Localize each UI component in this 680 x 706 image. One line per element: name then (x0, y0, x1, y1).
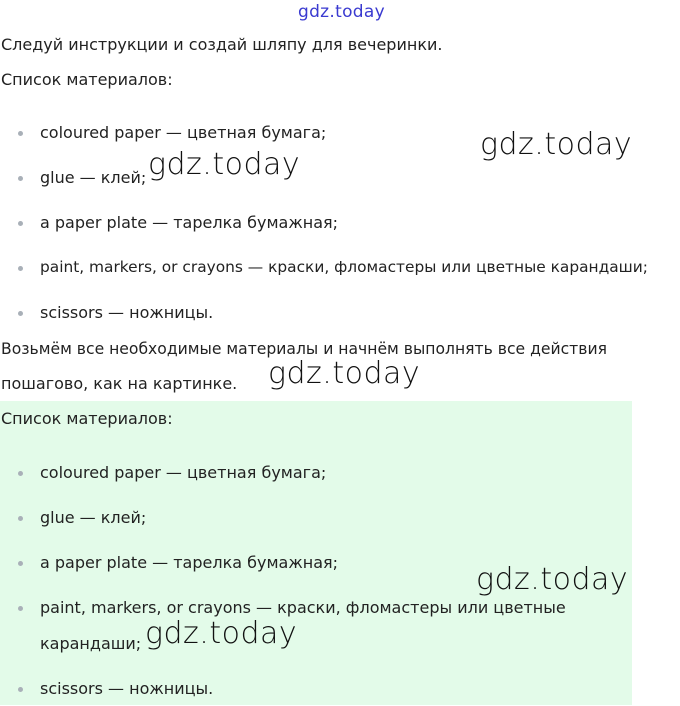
bullet-icon (18, 516, 23, 521)
watermark: gdz.today (148, 147, 301, 182)
steps-text-line1: Возьмём все необходимые материалы и начнём выполнять все действия (1, 340, 607, 358)
bullet-icon (18, 471, 23, 476)
steps-text-line2: пошагово, как на картинке. (1, 374, 238, 393)
watermark: gdz.today (268, 356, 421, 391)
list2-item: glue — клей; (40, 508, 147, 527)
bullet-icon (18, 131, 23, 136)
bullet-icon (18, 311, 23, 316)
intro-text: Следуй инструкции и создай шляпу для вечеринки. (1, 35, 443, 54)
list2-item: scissors — ножницы. (40, 679, 214, 698)
list1-item: paint, markers, or crayons — краски, фломастеры или цветные карандаши; (40, 258, 648, 276)
list1-item: coloured paper — цветная бумага; (40, 123, 327, 142)
bullet-icon (18, 176, 23, 181)
list2-item: paint, markers, or crayons — краски, фломастеры или цветные (40, 598, 566, 617)
bullet-icon (18, 561, 23, 566)
bullet-icon (18, 266, 23, 271)
watermark: gdz.today (476, 562, 629, 597)
bullet-icon (18, 606, 23, 611)
list1-title: Список материалов: (1, 70, 173, 89)
list2-item-continued: карандаши; (40, 634, 142, 653)
watermark-top: gdz.today (298, 2, 385, 22)
list2-item: a paper plate — тарелка бумажная; (40, 553, 339, 572)
watermark: gdz.today (480, 127, 633, 162)
list1-item: scissors — ножницы. (40, 303, 214, 322)
list2-title: Список материалов: (1, 409, 173, 428)
bullet-icon (18, 687, 23, 692)
list1-item: glue — клей; (40, 168, 147, 187)
watermark: gdz.today (145, 616, 298, 651)
bullet-icon (18, 221, 23, 226)
list2-item: coloured paper — цветная бумага; (40, 463, 327, 482)
list1-item: a paper plate — тарелка бумажная; (40, 213, 339, 232)
